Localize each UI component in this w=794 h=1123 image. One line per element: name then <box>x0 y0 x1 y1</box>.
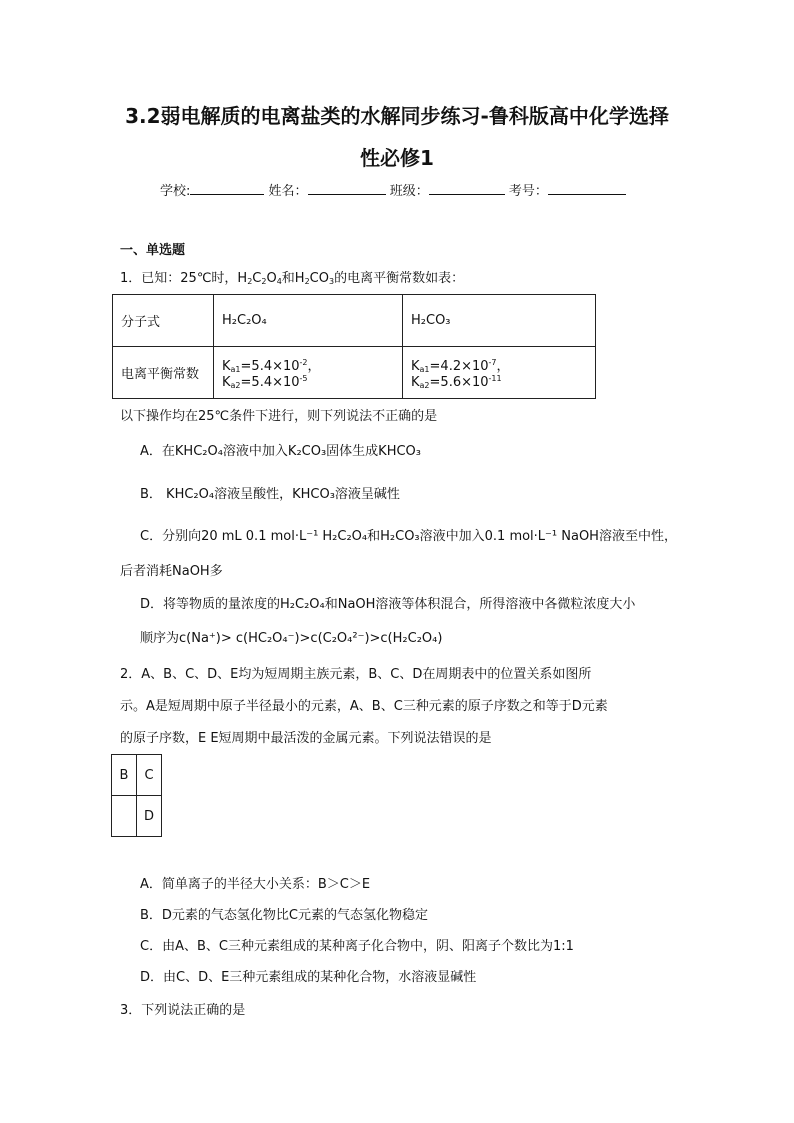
grid-cell-c: C <box>137 755 162 796</box>
student-info-row <box>160 180 626 199</box>
question-1-option-d-line1: D．将等物质的量浓度的H₂C₂O₄和NaOH溶液等体积混合，所得溶液中各微粒浓度大小 <box>140 597 636 612</box>
question-2-option-d: D．由C、D、E三种元素组成的某种化合物，水溶液显碱性 <box>140 970 477 985</box>
question-1-option-b: B． KHC₂O₄溶液呈酸性，KHCO₃溶液呈碱性 <box>140 487 400 502</box>
grid-cell-empty <box>112 796 137 837</box>
exam-number-blank <box>548 180 626 195</box>
name-blank <box>308 180 386 195</box>
class-label: 班级： <box>389 184 429 199</box>
question-1-option-a: A．在KHC₂O₄溶液中加入K₂CO₃固体生成KHCO₃ <box>140 444 422 459</box>
school-label: 学校: <box>160 184 191 199</box>
question-1-stem: 1．已知：25℃时，$H_2C_2O_4$和$H_2CO_3$的电离平衡常数如表： <box>120 271 465 286</box>
question-2-option-a: A．简单离子的半径大小关系：B＞C＞E <box>140 877 371 892</box>
question-2-stem-line3: 的原子序数，E E短周期中最活泼的金属元素。下列说法错误的是 <box>120 731 492 746</box>
table-label-constant: 电离平衡常数 <box>113 347 214 399</box>
table-cell-h2co3-k: $K_{a1}=4.2\times 10^{-7}$，$K_{a2}=5.6\times 10^{-11}$ <box>403 347 596 399</box>
question-3-stem: 3．下列说法正确的是 <box>120 1003 246 1018</box>
table-cell-h2c2o4-k: $K_{a1}=5.4\times 10^{-2}$，$K_{a2}=5.4\times 10^{-5}$ <box>214 347 403 399</box>
exam-number-label: 考号： <box>508 184 548 199</box>
question-1-option-c-line1: C．分别向20 mL 0.1 mol·L⁻¹ H₂C₂O₄和H₂CO₃溶液中加入0.1 mol·L⁻¹ NaOH溶液至中性， <box>140 529 677 544</box>
question-2-stem-line2: 示。A是短周期中原子半径最小的元素，A、B、C三种元素的原子序数之和等于D元素 <box>120 699 608 714</box>
question-2-option-b: B．D元素的气态氢化物比C元素的气态氢化物稳定 <box>140 908 429 923</box>
table-header-molecule: 分子式 <box>113 295 214 347</box>
table-header-h2c2o4: H₂C₂O₄ <box>214 295 403 347</box>
page-title-line1: 3.2弱电解质的电离盐类的水解同步练习-鲁科版高中化学选择 <box>125 104 669 128</box>
ionization-constant-table <box>112 294 596 399</box>
question-1-condition: 以下操作均在25℃条件下进行，则下列说法不正确的是 <box>120 409 438 424</box>
school-blank <box>190 180 264 195</box>
grid-cell-d: D <box>137 796 162 837</box>
table-header-h2co3: H₂CO₃ <box>403 295 596 347</box>
section-heading: 一、单选题 <box>120 243 186 258</box>
question-1-option-d-line2: 顺序为c(Na⁺)> c(HC₂O₄⁻)>c(C₂O₄²⁻)>c(H₂C₂O₄) <box>140 631 443 646</box>
name-label: 姓名： <box>268 184 308 199</box>
grid-cell-b: B <box>112 755 137 796</box>
page-title-line2: 性必修1 <box>360 146 434 170</box>
class-blank <box>429 180 505 195</box>
periodic-position-grid <box>111 754 162 837</box>
question-2-stem-line1: 2．A、B、C、D、E均为短周期主族元素，B、C、D在周期表中的位置关系如图所 <box>120 667 592 682</box>
question-1-option-c-line2: 后者消耗NaOH多 <box>120 564 223 579</box>
question-2-option-c: C．由A、B、C三种元素组成的某种离子化合物中，阴、阳离子个数比为1:1 <box>140 939 574 954</box>
